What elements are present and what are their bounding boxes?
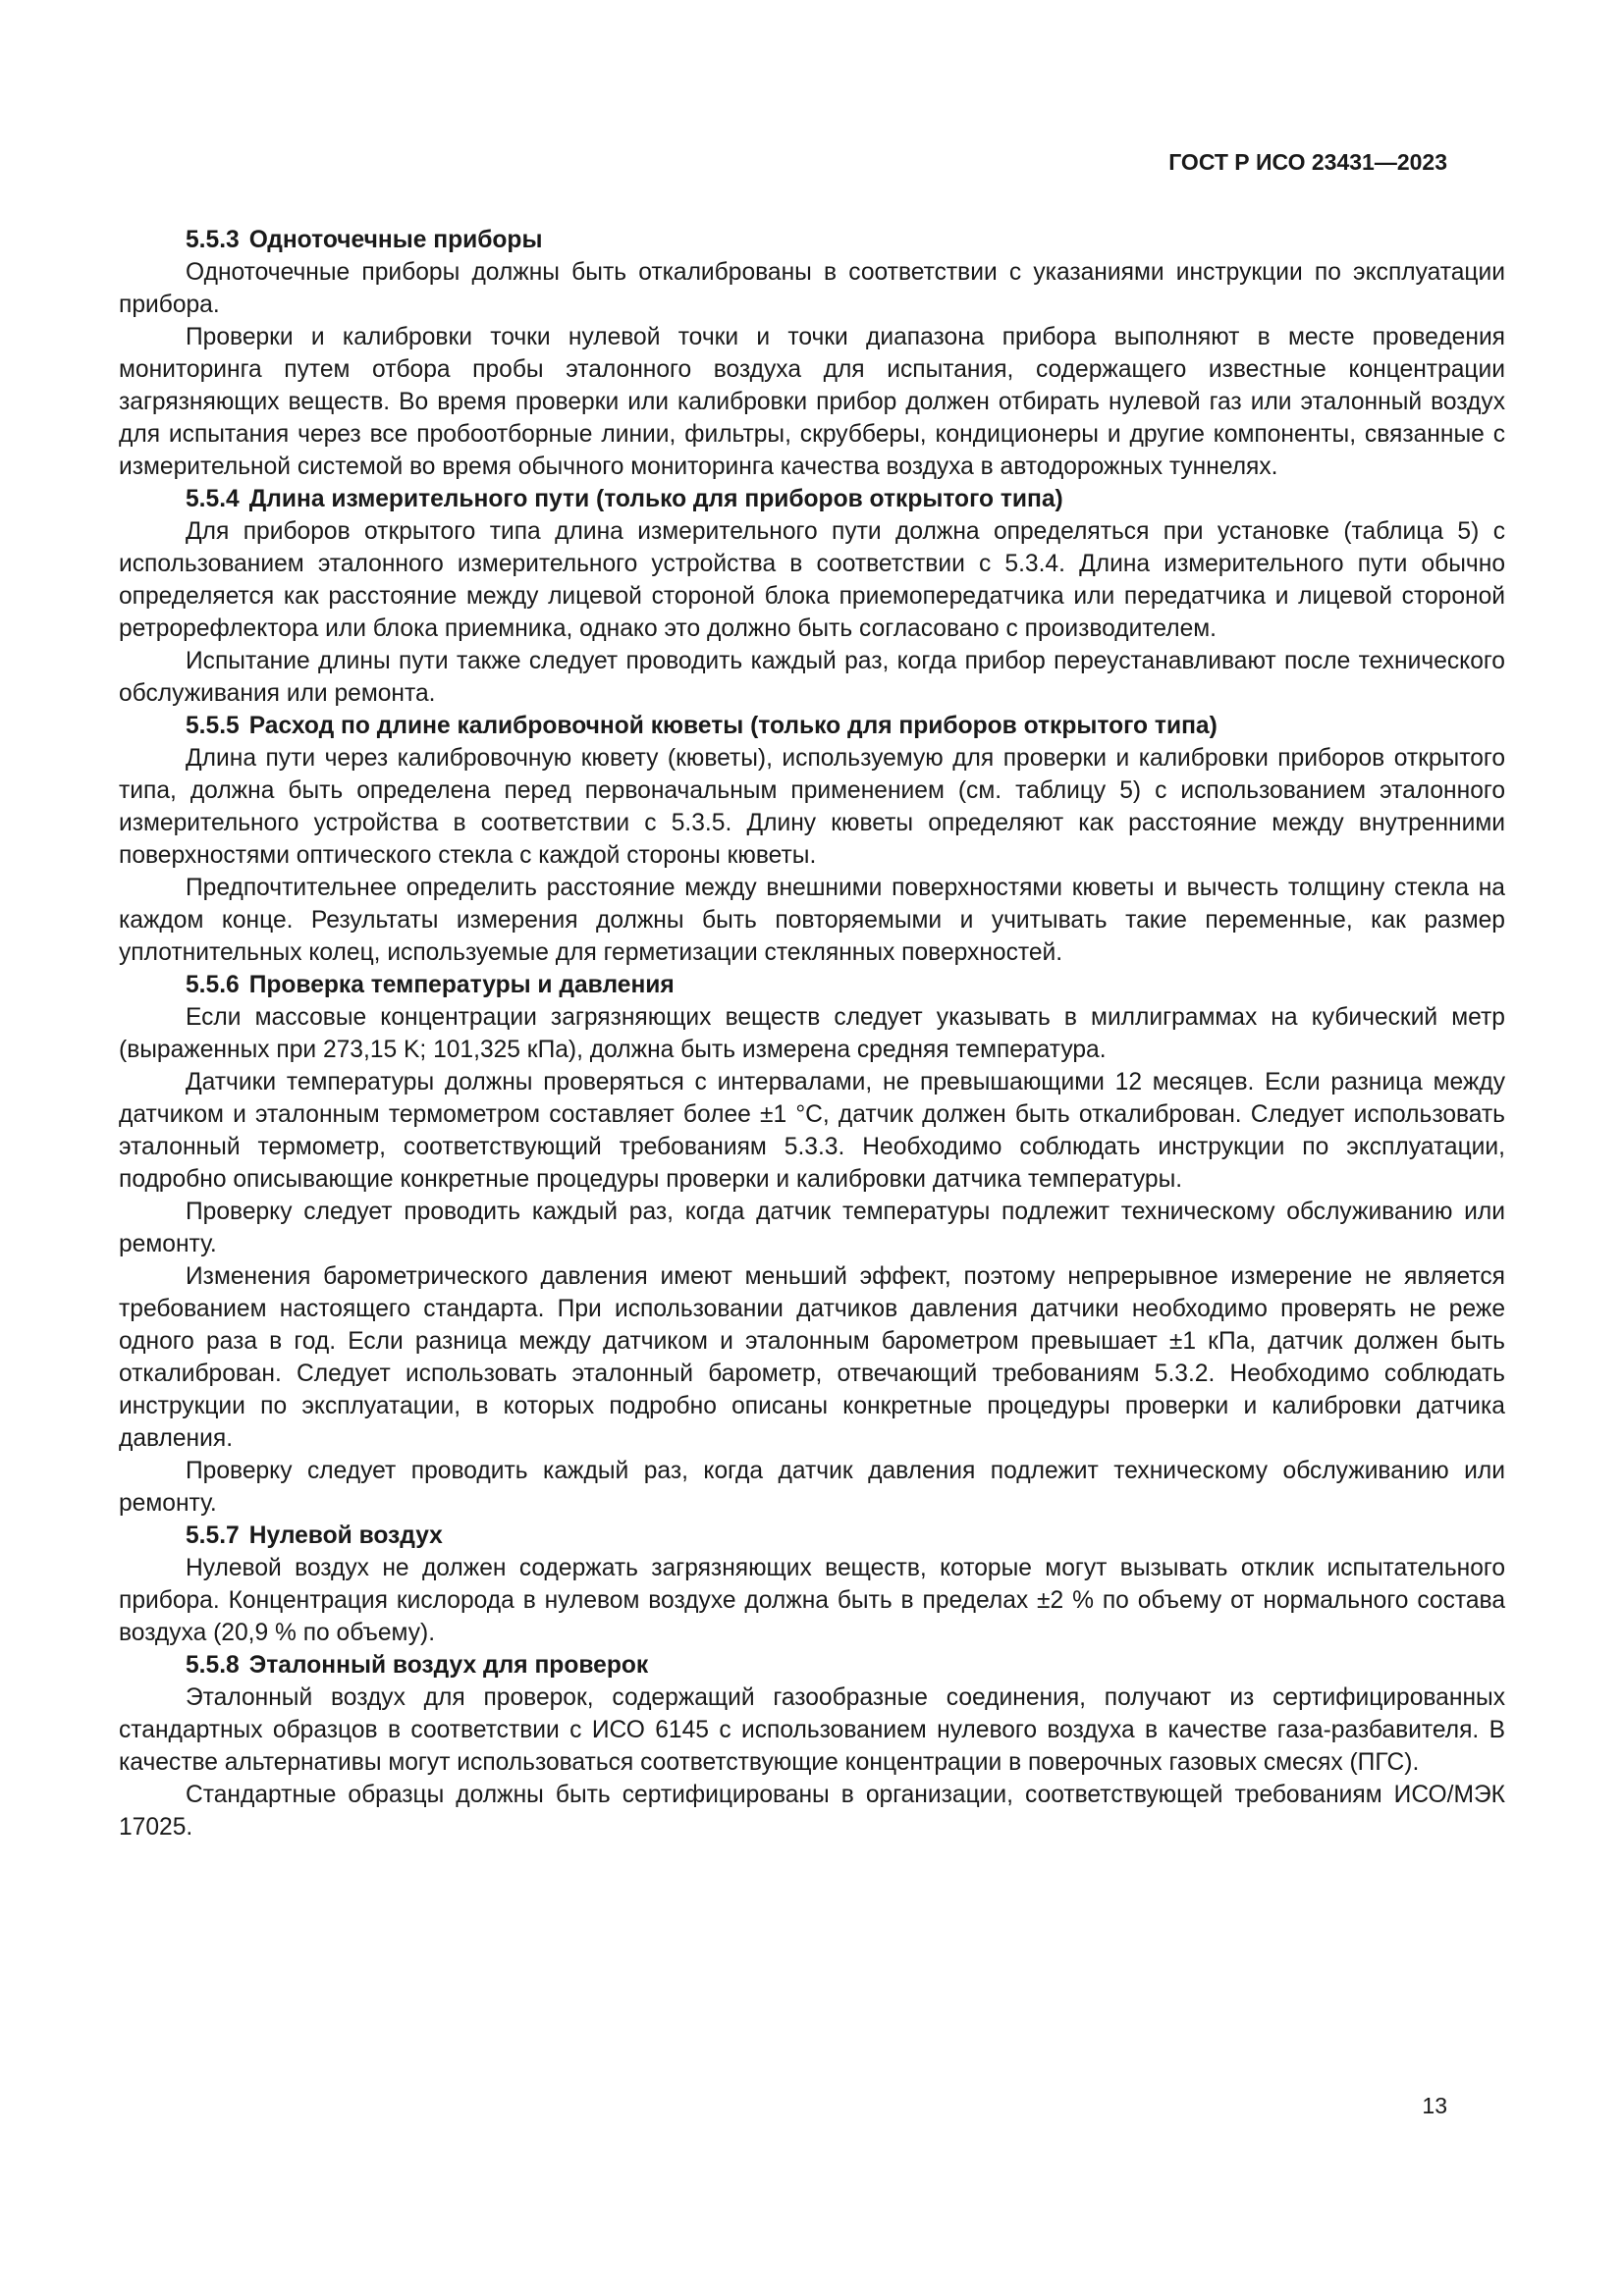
section-title: Эталонный воздух для проверок	[248, 1652, 649, 1679]
section-heading	[119, 1520, 1505, 1552]
section-number: 5.5.5	[186, 713, 240, 739]
paragraph: Стандартные образцы должны быть сертифицированы в организации, соответствующей требованиям ИСО/МЭК 17025.	[119, 1782, 1505, 1841]
paragraph: Проверку следует проводить каждый раз, когда датчик температуры подлежит техническому обслуживанию или ремонту.	[119, 1199, 1505, 1257]
section-heading	[119, 710, 1505, 742]
section-heading	[119, 969, 1505, 1001]
section-number: 5.5.6	[186, 972, 240, 998]
paragraph: Предпочтительнее определить расстояние между внешними поверхностями кюветы и вычесть толщину стекла на каждом конце. Результаты измерения должны быть повторяемыми и учитывать такие переменные, как размер уплотнительных колец, используемые для герметизации стеклянных поверхностей.	[119, 875, 1505, 966]
section-title: Длина измерительного пути (только для приборов открытого типа)	[248, 486, 1063, 512]
section-number: 5.5.3	[186, 227, 240, 253]
section-title: Одноточечные приборы	[248, 227, 543, 253]
paragraph: Проверку следует проводить каждый раз, когда датчик давления подлежит техническому обслуживанию или ремонту.	[119, 1458, 1505, 1517]
paragraph: Изменения барометрического давления имеют меньший эффект, поэтому непрерывное измерение не является требованием настоящего стандарта. При использовании датчиков давления датчики необходимо проверять не реже одного раза в год. Если разница между датчиком и эталонным барометром превышает ±1 кПа, датчик должен быть откалиброван. Следует использовать эталонный барометр, отвечающий требованиям 5.3.2. Необходимо соблюдать инструкции по эксплуатации, в которых подробно описаны конкретные процедуры проверки и калибровки датчика давления.	[119, 1263, 1505, 1452]
paragraph: Эталонный воздух для проверок, содержащий газообразные соединения, получают из сертифицированных стандартных образцов в соответствии с ИСО 6145 с использованием нулевого воздуха в качестве газа-разбавителя. В качестве альтернативы могут использоваться соответствующие концентрации в поверочных газовых смесях (ПГС).	[119, 1684, 1505, 1776]
section-5-5-8	[119, 1649, 1505, 1843]
paragraph: Испытание длины пути также следует проводить каждый раз, когда прибор переустанавливают после технического обслуживания или ремонта.	[119, 648, 1505, 707]
section-5-5-4	[119, 483, 1505, 710]
section-title: Расход по длине калибровочной кюветы (только для приборов открытого типа)	[248, 713, 1218, 739]
paragraph: Длина пути через калибровочную кювету (кюветы), используемую для проверки и калибровки приборов открытого типа, должна быть определена перед первоначальным применением (см. таблицу 5) с использованием эталонного измерительного устройства в соответствии с 5.3.5. Длину кюветы определяют как расстояние между внутренними поверхностями оптического стекла с каждой стороны кюветы.	[119, 745, 1505, 869]
section-number: 5.5.8	[186, 1652, 240, 1679]
paragraph: Проверки и калибровки точки нулевой точки и точки диапазона прибора выполняют в месте проведения мониторинга путем отбора пробы эталонного воздуха для испытания, содержащего известные концентрации загрязняющих веществ. Во время проверки или калибровки прибор должен отбирать нулевой газ или эталонный воздух для испытания через все пробоотборные линии, фильтры, скрубберы, кондиционеры и другие компоненты, связанные с измерительной системой во время обычного мониторинга качества воздуха в автодорожных туннелях.	[119, 324, 1505, 480]
section-number: 5.5.4	[186, 486, 240, 512]
paragraph: Для приборов открытого типа длина измерительного пути должна определяться при установке (таблица 5) с использованием эталонного измерительного устройства в соответствии с 5.3.4. Длина измерительного пути обычно определяется как расстояние между лицевой стороной блока приемопередатчика или передатчика и лицевой стороной ретрорефлектора или блока приемника, однако это должно быть согласовано с производителем.	[119, 518, 1505, 642]
page-content	[119, 224, 1505, 1843]
document-code: ГОСТ Р ИСО 23431—2023	[1168, 149, 1447, 175]
paragraph: Нулевой воздух не должен содержать загрязняющих веществ, которые могут вызывать отклик испытательного прибора. Концентрация кислорода в нулевом воздухе должна быть в пределах ±2 % по объему от нормального состава воздуха (20,9 % по объему).	[119, 1555, 1505, 1646]
page-number: 13	[1422, 2093, 1447, 2118]
paragraph: Одноточечные приборы должны быть откалиброваны в соответствии с указаниями инструкции по эксплуатации прибора.	[119, 259, 1505, 318]
section-5-5-3	[119, 224, 1505, 483]
section-heading	[119, 483, 1505, 515]
section-5-5-5	[119, 710, 1505, 969]
paragraph: Датчики температуры должны проверяться с интервалами, не превышающими 12 месяцев. Если разница между датчиком и эталонным термометром составляет более ±1 °C, датчик должен быть откалиброван. Следует использовать эталонный термометр, соответствующий требованиям 5.3.3. Необходимо соблюдать инструкции по эксплуатации, подробно описывающие конкретные процедуры проверки и калибровки датчика температуры.	[119, 1069, 1505, 1193]
section-number: 5.5.7	[186, 1522, 240, 1549]
paragraph: Если массовые концентрации загрязняющих веществ следует указывать в миллиграммах на кубический метр (выраженных при 273,15 K; 101,325 кПа), должна быть измерена средняя температура.	[119, 1004, 1505, 1063]
section-heading	[119, 1649, 1505, 1682]
section-5-5-6	[119, 969, 1505, 1520]
section-title: Нулевой воздух	[248, 1522, 443, 1549]
section-heading	[119, 224, 1505, 256]
section-title: Проверка температуры и давления	[248, 972, 675, 998]
section-5-5-7	[119, 1520, 1505, 1649]
